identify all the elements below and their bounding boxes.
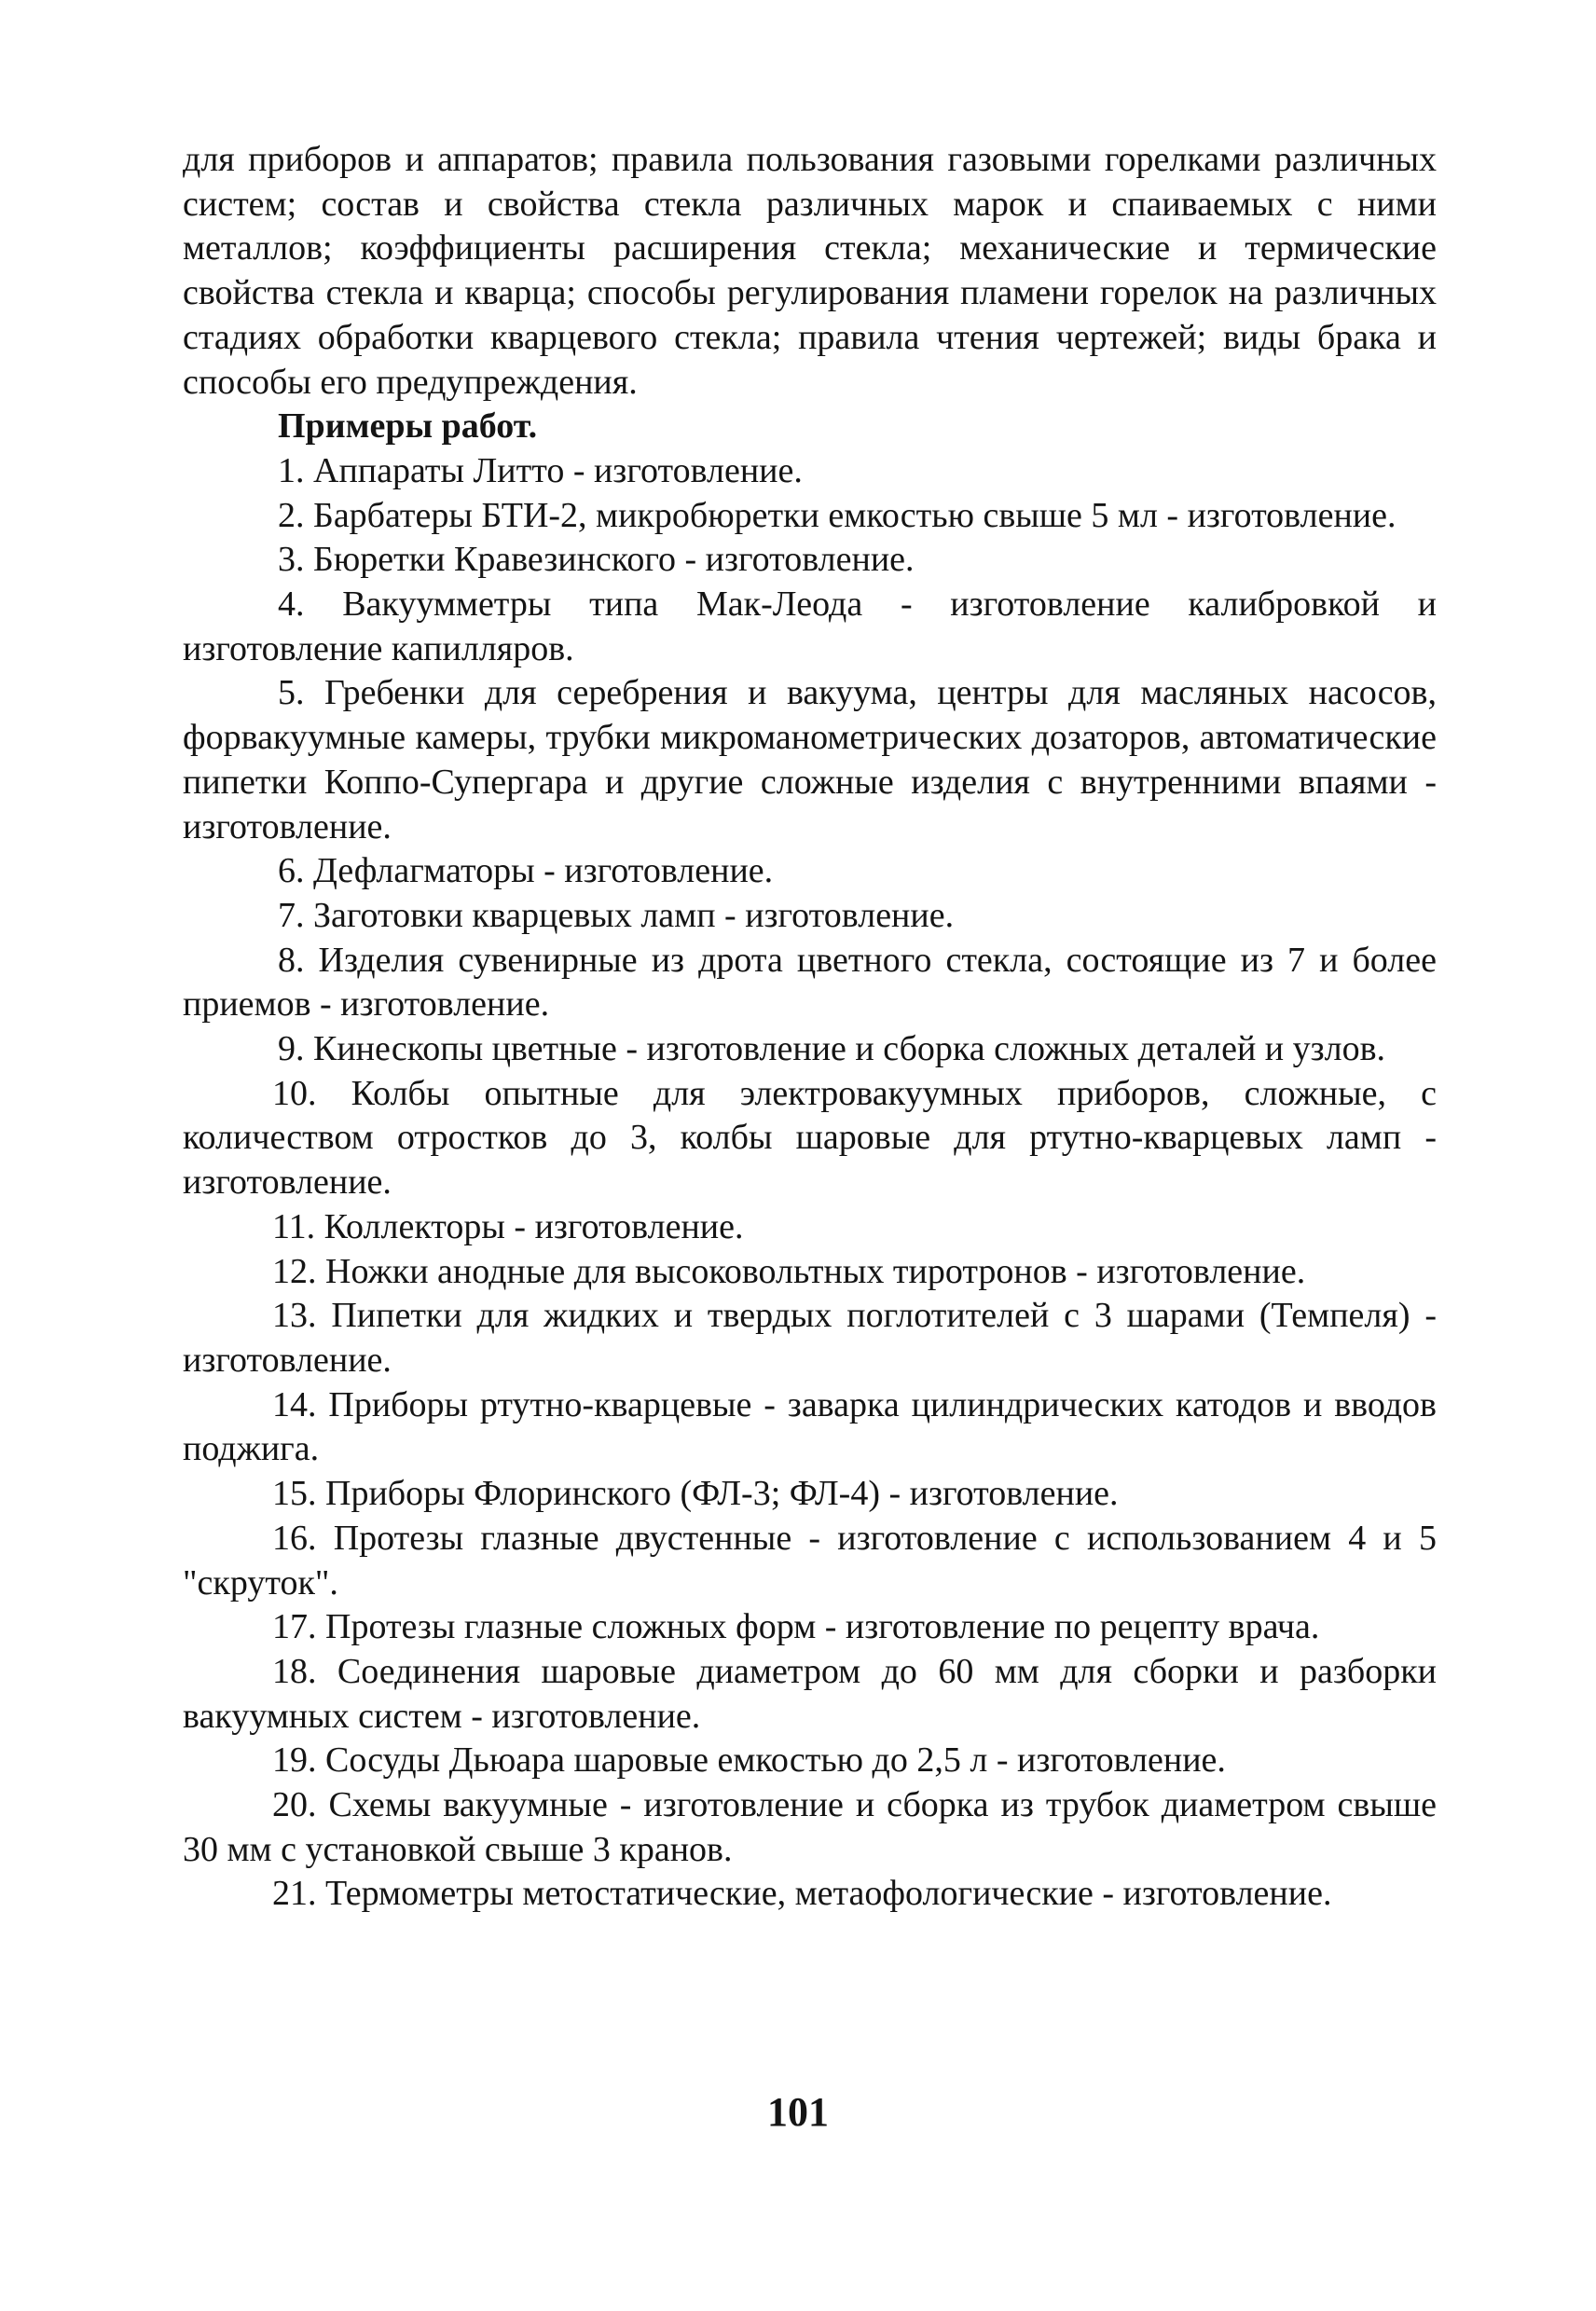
list-item: 14. Приборы ртутно-кварцевые - заварка цилиндрических катодов и вводов поджига.	[183, 1384, 1437, 1469]
list-item: 7. Заготовки кварцевых ламп - изготовление.	[278, 895, 955, 935]
body-text	[183, 138, 1437, 1917]
intro-paragraph: для приборов и аппаратов; правила пользования газовыми горелками различных систем; состав и свойства стекла различных марок и спаиваемых с ними металлов; коэффициенты расширения стекла; механические и термические свойства стекла и кварца; способы регулирования пламени горелок на различных стадиях обработки кварцевого стекла; правила чтения чертежей; виды брака и способы его предупреждения.	[183, 140, 1437, 402]
list-item: 11. Коллекторы - изготовление.	[272, 1206, 744, 1246]
list-item: 18. Соединения шаровые диаметром до 60 мм для сборки и разборки вакуумных систем - изготовление.	[183, 1651, 1437, 1736]
list-item: 13. Пипетки для жидких и твердых поглотителей с 3 шарами (Темпеля) - изготовление.	[183, 1296, 1437, 1380]
list-item: 15. Приборы Флоринского (ФЛ-3; ФЛ-4) - изготовление.	[272, 1474, 1119, 1514]
page-number: 101	[767, 2089, 829, 2135]
list-item: 17. Протезы глазные сложных форм - изготовление по рецепту врача.	[272, 1607, 1320, 1647]
list-item: 3. Бюретки Кравезинского - изготовление.	[278, 540, 915, 580]
list-item: 19. Сосуды Дьюара шаровые емкостью до 2,5 л - изготовление.	[272, 1740, 1226, 1781]
examples-heading: Примеры работ.	[278, 406, 538, 447]
list-item: 6. Дефлагматоры - изготовление.	[278, 851, 774, 891]
list-item: 21. Термометры метостатические, метаофологические - изготовление.	[272, 1874, 1332, 1914]
list-item: 16. Протезы глазные двустенные - изготовление с использованием 4 и 5 "скруток".	[183, 1518, 1437, 1603]
list-item: 9. Кинескопы цветные - изготовление и сборка сложных деталей и узлов.	[278, 1029, 1386, 1069]
list-item: 4. Вакуумметры типа Мак-Леода - изготовление калибровкой и изготовление капилляров.	[183, 585, 1437, 668]
list-item: 5. Гребенки для серебрения и вакуума, центры для масляных насосов, форвакуумные камеры, трубки микроманометрических дозаторов, автоматические пипетки Коппо-Супергара и другие сложные изделия с внутренними впаями - изготовление.	[183, 673, 1437, 846]
list-item: 12. Ножки анодные для высоковольтных тиротронов - изготовление.	[272, 1251, 1306, 1291]
list-item: 2. Барбатеры БТИ-2, микробюретки емкостью свыше 5 мл - изготовление.	[278, 495, 1396, 535]
list-item: 1. Аппараты Литто - изготовление.	[278, 450, 803, 490]
list-item: 8. Изделия сувенирные из дрота цветного стекла, состоящие из 7 и более приемов - изготовление.	[183, 940, 1437, 1025]
list-item: 20. Схемы вакуумные - изготовление и сборка из трубок диаметром свыше 30 мм с установкой свыше 3 кранов.	[183, 1785, 1437, 1869]
list-item: 10. Колбы опытные для электровакуумных приборов, сложные, с количеством отростков до 3, колбы шаровые для ртутно-кварцевых ламп - изготовление.	[183, 1073, 1437, 1203]
